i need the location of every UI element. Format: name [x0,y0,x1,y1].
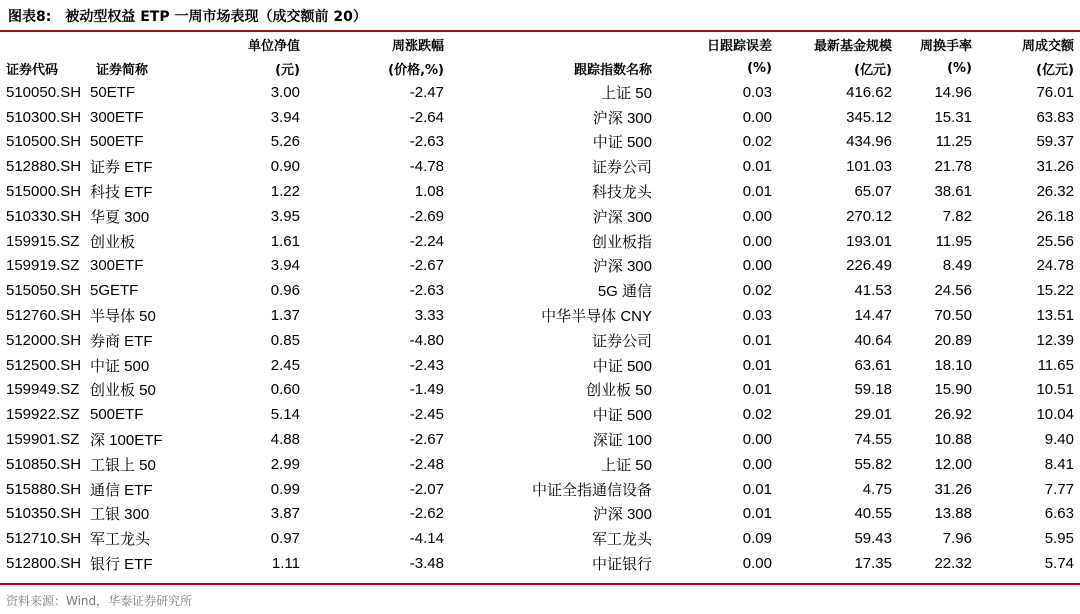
cell-turnover: 8.49 [942,257,972,275]
cell-index: 创业板指 [591,233,652,251]
table-row [0,502,1080,527]
cell-nav: 2.99 [270,455,300,473]
cell-code: 159949.SZ [6,381,80,399]
cell-volume: 59.37 [1036,133,1074,151]
cell-volume: 25.56 [1036,232,1074,250]
cell-nav: 5.26 [270,133,300,151]
cell-code: 515000.SH [6,183,82,201]
table-row [0,130,1080,155]
cell-tracking-error: 0.00 [742,431,772,449]
cell-fund-size: 14.47 [854,307,892,325]
cell-turnover: 31.26 [934,480,972,498]
col-turnover-header-1: 周换手率 [919,38,972,54]
figure-title-text: 被动型权益 ETP 一周市场表现（成交额前 20） [65,9,367,25]
cell-volume: 24.78 [1036,257,1074,275]
cell-name: 500ETF [90,406,144,424]
cell-turnover: 13.88 [934,505,972,523]
cell-code: 515050.SH [6,282,82,300]
cell-index: 中证银行 [591,556,652,574]
cell-nav: 4.88 [270,431,300,449]
cell-volume: 26.32 [1036,183,1074,201]
cell-code: 512000.SH [6,331,82,349]
cell-weekly-change: -2.63 [409,133,444,151]
cell-index: 军工龙头 [591,531,652,549]
cell-volume: 7.77 [1044,480,1074,498]
cell-fund-size: 4.75 [862,480,892,498]
table-row [0,229,1080,254]
cell-index: 沪深 300 [592,109,652,127]
cell-volume: 8.41 [1044,455,1074,473]
cell-nav: 1.11 [271,555,300,573]
cell-name: 300ETF [90,108,144,126]
cell-turnover: 11.95 [935,232,972,250]
table-row [0,427,1080,452]
col-name-header-1 [90,32,198,56]
cell-nav: 0.96 [270,282,300,300]
cell-nav: 1.37 [270,307,300,325]
cell-nav: 0.99 [270,480,300,498]
cell-tracking-error: 0.02 [742,282,772,300]
table-row [0,526,1080,551]
table-row [0,80,1080,105]
cell-code: 515880.SH [6,480,82,498]
col-tracking-error-header-1: 日跟踪误差 [706,38,772,54]
cell-code: 510050.SH [6,83,82,101]
cell-code: 512500.SH [6,356,82,374]
cell-turnover: 15.31 [934,108,972,126]
cell-tracking-error: 0.09 [742,530,772,548]
cell-code: 510350.SH [6,505,82,523]
cell-nav: 0.90 [270,158,300,176]
cell-code: 510850.SH [6,455,82,473]
cell-name: 300ETF [90,257,144,275]
cell-volume: 9.40 [1044,431,1074,449]
cell-tracking-error: 0.03 [742,307,772,325]
cell-weekly-change: -4.14 [409,530,444,548]
figure-label: 图表8: [8,9,52,25]
cell-index: 中证全指通信设备 [531,481,652,499]
cell-fund-size: 226.49 [846,257,892,275]
table-body [0,80,1080,576]
col-volume-header-2: (亿元) [1036,62,1074,78]
cell-nav: 1.22 [270,183,300,201]
cell-volume: 15.22 [1036,282,1074,300]
table-row [0,105,1080,130]
cell-name: 5GETF [90,282,139,300]
col-tracking-error-header-2: (%) [747,60,772,76]
cell-fund-size: 193.01 [846,232,892,250]
cell-tracking-error: 0.00 [742,207,772,225]
cell-index: 沪深 300 [592,258,652,276]
col-fund-size-header-2: (亿元) [854,62,892,78]
cell-weekly-change: -3.48 [409,555,444,573]
cell-fund-size: 63.61 [854,356,892,374]
cell-volume: 11.65 [1037,356,1074,374]
cell-volume: 5.74 [1044,555,1074,573]
cell-tracking-error: 0.00 [742,232,772,250]
cell-fund-size: 55.82 [854,455,892,473]
col-volume-header-1: 周成交额 [1021,38,1074,54]
bottom-rule [0,583,1080,585]
cell-weekly-change: 1.08 [414,183,444,201]
col-weekly-change-header-1: 周涨跌幅 [391,38,444,54]
cell-tracking-error: 0.01 [742,505,772,523]
col-nav-header-1: 单位净值 [247,38,300,54]
cell-nav: 3.94 [270,108,300,126]
cell-name: 创业板 [90,233,136,251]
col-index-header-2: 跟踪指数名称 [573,62,652,78]
cell-index: 中证 500 [592,407,652,425]
cell-turnover: 26.92 [934,406,972,424]
cell-tracking-error: 0.03 [742,83,772,101]
cell-index: 上证 50 [601,84,652,102]
cell-name: 科技 ETF [90,184,153,202]
cell-name: 创业板 50 [90,382,156,400]
cell-fund-size: 65.07 [854,183,892,201]
cell-name: 50ETF [90,83,136,101]
cell-code: 159915.SZ [6,232,80,250]
cell-nav: 3.87 [270,505,300,523]
cell-name: 通信 ETF [90,481,153,499]
cell-volume: 12.39 [1036,331,1074,349]
cell-name: 工银上 50 [90,456,156,474]
cell-name: 工银 300 [90,506,150,524]
col-code-header-2: 证券代码 [6,62,59,78]
cell-tracking-error: 0.00 [742,455,772,473]
cell-fund-size: 434.96 [846,133,892,151]
cell-index: 中证 500 [592,357,652,375]
cell-name: 华夏 300 [90,208,150,226]
cell-tracking-error: 0.01 [742,480,772,498]
cell-fund-size: 40.55 [854,505,892,523]
col-code-header-1 [0,32,90,56]
source-note: 资料来源：Wind，华泰证券研究所 [6,594,193,608]
cell-weekly-change: -2.69 [409,207,444,225]
cell-nav: 1.61 [270,232,300,250]
cell-code: 510500.SH [6,133,82,151]
cell-name: 深 100ETF [90,432,163,450]
cell-nav: 5.14 [270,406,300,424]
col-name-header-2: 证券简称 [96,62,149,78]
cell-weekly-change: -2.67 [409,257,444,275]
cell-weekly-change: -2.63 [409,282,444,300]
cell-index: 沪深 300 [592,506,652,524]
cell-code: 510300.SH [6,108,82,126]
cell-turnover: 70.50 [934,307,972,325]
table-row [0,551,1080,576]
col-turnover-header-2: (%) [947,60,972,76]
cell-fund-size: 29.01 [854,406,892,424]
cell-weekly-change: -2.67 [409,431,444,449]
cell-tracking-error: 0.01 [742,331,772,349]
cell-index: 中证 500 [592,134,652,152]
table-header [0,32,1080,80]
cell-tracking-error: 0.02 [742,406,772,424]
cell-weekly-change: -2.43 [409,356,444,374]
cell-volume: 63.83 [1036,108,1074,126]
cell-weekly-change: -2.47 [409,83,444,101]
cell-fund-size: 40.64 [854,331,892,349]
table-row [0,452,1080,477]
cell-fund-size: 416.62 [846,83,892,101]
cell-turnover: 14.96 [934,83,972,101]
cell-turnover: 38.61 [934,183,972,201]
cell-code: 159901.SZ [6,431,80,449]
cell-nav: 0.85 [270,331,300,349]
cell-tracking-error: 0.00 [742,555,772,573]
cell-weekly-change: -2.62 [409,505,444,523]
cell-index: 证券公司 [591,332,652,350]
cell-name: 军工龙头 [90,531,151,549]
cell-code: 512880.SH [6,158,82,176]
cell-fund-size: 59.43 [854,530,892,548]
cell-turnover: 20.89 [934,331,972,349]
cell-index: 创业板 50 [586,382,652,400]
cell-weekly-change: -2.48 [409,455,444,473]
cell-turnover: 10.88 [934,431,972,449]
table-row [0,254,1080,279]
cell-index: 5G 通信 [597,283,652,301]
cell-tracking-error: 0.01 [742,158,772,176]
col-index-header-1 [450,32,658,56]
col-weekly-change-header-2: (价格,%) [388,62,444,78]
cell-turnover: 7.82 [942,207,972,225]
cell-index: 深证 100 [592,432,652,450]
cell-weekly-change: -4.78 [409,158,444,176]
cell-nav: 3.95 [270,207,300,225]
cell-tracking-error: 0.02 [742,133,772,151]
cell-tracking-error: 0.01 [742,381,772,399]
cell-index: 中华半导体 CNY [541,308,652,326]
cell-nav: 2.45 [270,356,300,374]
table-row [0,353,1080,378]
cell-tracking-error: 0.01 [742,183,772,201]
cell-weekly-change: 3.33 [414,307,444,325]
cell-volume: 31.26 [1036,158,1074,176]
col-fund-size-header-1: 最新基金规模 [813,38,892,54]
cell-index: 科技龙头 [591,184,652,202]
cell-index: 沪深 300 [592,208,652,226]
cell-volume: 13.51 [1036,307,1074,325]
table-row [0,378,1080,403]
cell-fund-size: 17.35 [854,555,892,573]
cell-index: 上证 50 [601,456,652,474]
cell-weekly-change: -4.80 [409,331,444,349]
cell-weekly-change: -2.64 [409,108,444,126]
table-row [0,477,1080,502]
table-row [0,303,1080,328]
cell-turnover: 15.90 [934,381,972,399]
cell-weekly-change: -2.24 [409,232,444,250]
cell-name: 证券 ETF [90,159,153,177]
table-row [0,278,1080,303]
cell-code: 159919.SZ [6,257,80,275]
cell-code: 512800.SH [6,555,82,573]
cell-volume: 6.63 [1044,505,1074,523]
cell-fund-size: 345.12 [846,108,892,126]
cell-turnover: 12.00 [934,455,972,473]
cell-volume: 26.18 [1036,207,1074,225]
cell-turnover: 11.25 [935,133,972,151]
table-row [0,179,1080,204]
cell-fund-size: 270.12 [846,207,892,225]
cell-code: 512710.SH [6,530,82,548]
cell-weekly-change: -1.49 [409,381,444,399]
cell-turnover: 21.78 [934,158,972,176]
cell-code: 512760.SH [6,307,82,325]
cell-turnover: 18.10 [934,356,972,374]
table-row [0,402,1080,427]
col-nav-header-2: (元) [275,62,300,78]
cell-index: 证券公司 [591,159,652,177]
cell-volume: 5.95 [1044,530,1074,548]
cell-weekly-change: -2.45 [409,406,444,424]
cell-fund-size: 41.53 [854,282,892,300]
cell-tracking-error: 0.00 [742,257,772,275]
table-row [0,204,1080,229]
cell-turnover: 7.96 [942,530,972,548]
cell-turnover: 24.56 [934,282,972,300]
table-row [0,154,1080,179]
cell-name: 银行 ETF [90,556,153,574]
cell-volume: 76.01 [1036,83,1074,101]
cell-fund-size: 101.03 [846,158,892,176]
cell-name: 券商 ETF [90,332,153,350]
cell-code: 159922.SZ [6,406,80,424]
cell-volume: 10.04 [1036,406,1074,424]
cell-tracking-error: 0.00 [742,108,772,126]
cell-turnover: 22.32 [934,555,972,573]
cell-nav: 0.97 [270,530,300,548]
cell-name: 中证 500 [90,357,150,375]
cell-tracking-error: 0.01 [742,356,772,374]
etp-table [0,32,1080,576]
cell-code: 510330.SH [6,207,82,225]
cell-name: 500ETF [90,133,144,151]
cell-nav: 0.60 [270,381,300,399]
cell-name: 半导体 50 [90,308,156,326]
cell-fund-size: 59.18 [854,381,892,399]
cell-nav: 3.94 [270,257,300,275]
cell-weekly-change: -2.07 [409,480,444,498]
header-row-2 [0,56,1080,80]
figure-title [8,6,367,28]
cell-nav: 3.00 [270,83,300,101]
cell-fund-size: 74.55 [854,431,892,449]
cell-volume: 10.51 [1036,381,1074,399]
header-row-1 [0,32,1080,56]
table-row [0,328,1080,353]
